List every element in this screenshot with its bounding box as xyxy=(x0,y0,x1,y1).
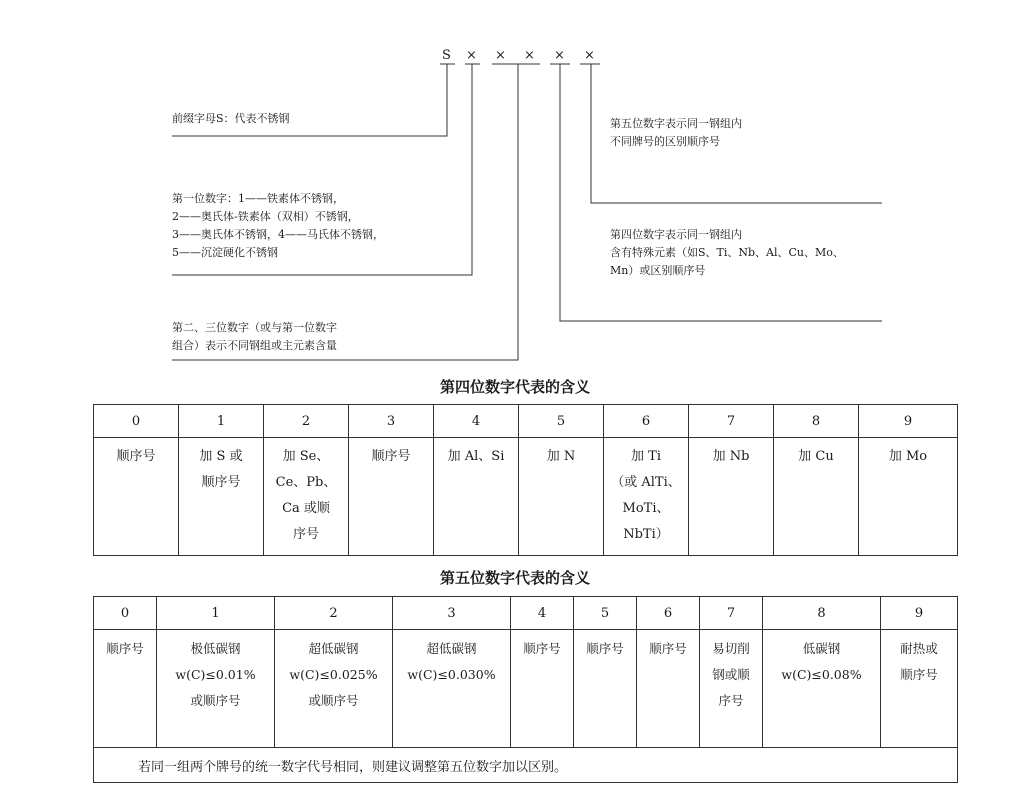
table4-cell xyxy=(179,438,264,556)
table5-cell xyxy=(700,630,763,748)
table5-cell xyxy=(763,630,881,748)
fourth-digit-table xyxy=(93,404,958,556)
table5-header: 0 xyxy=(94,597,157,630)
note-fourth-digit: 第四位数字表示同一钢组内 含有特殊元素（如S、Ti、Nb、Al、Cu、Mo、 Mn）或区别顺序号 xyxy=(610,228,844,277)
table5-header: 9 xyxy=(881,597,958,630)
code-digit-2: × xyxy=(495,48,506,63)
table4-header: 9 xyxy=(859,405,958,438)
table4-title: 第四位数字代表的含义 xyxy=(439,378,590,396)
table5-header: 4 xyxy=(511,597,574,630)
table5-cell xyxy=(881,630,958,748)
table5-cell-text: 顺序号 xyxy=(586,641,624,656)
table5-cell xyxy=(94,630,157,748)
table4-cell-text: 加 Nb xyxy=(712,449,750,464)
table4-cell-text: 加 Al、Si xyxy=(447,449,505,464)
table4-header: 7 xyxy=(689,405,774,438)
table4-cell xyxy=(604,438,689,556)
table4-cell-text: 加 Ti （或 AlTi、 MoTi、 NbTi） xyxy=(611,449,681,542)
table5-cell-text: 低碳钢 w(C)≤0.08% xyxy=(781,641,862,682)
table4-header: 4 xyxy=(434,405,519,438)
table5-header: 8 xyxy=(763,597,881,630)
table4-header: 3 xyxy=(349,405,434,438)
table4-cell xyxy=(434,438,519,556)
table4-cell xyxy=(689,438,774,556)
table5-cell-text: 顺序号 xyxy=(523,641,561,656)
code-digit-3: × xyxy=(524,48,535,63)
note-first-digit: 第一位数字：1——铁素体不锈钢， 2——奥氏体-铁素体（双相）不锈钢， 3——奥氏体不锈钢，4——马氏体不锈钢， 5——沉淀硬化不锈钢 xyxy=(172,192,384,259)
table4-cell-text: 顺序号 xyxy=(371,449,411,464)
table5-header: 5 xyxy=(574,597,637,630)
note-second-third-digit: 第二、三位数字（或与第一位数字 组合）表示不同钢组或主元素含量 xyxy=(172,321,337,352)
table5-header: 7 xyxy=(700,597,763,630)
table4-body-row xyxy=(94,438,958,556)
table4-cell-text: 加 N xyxy=(546,449,576,464)
table4-cell xyxy=(519,438,604,556)
note-prefix: 前缀字母S：代表不锈钢 xyxy=(172,112,290,125)
table4-cell xyxy=(94,438,179,556)
table5-header: 3 xyxy=(393,597,511,630)
table5-header: 6 xyxy=(637,597,700,630)
code-digit-4: × xyxy=(554,48,565,63)
code-digit-1: × xyxy=(466,48,477,63)
table4-cell xyxy=(264,438,349,556)
table5-body-row xyxy=(94,630,958,748)
table5-header: 2 xyxy=(275,597,393,630)
table5-cell xyxy=(511,630,574,748)
table4-header-row xyxy=(94,405,958,438)
table5-title: 第五位数字代表的含义 xyxy=(439,569,590,587)
table5-cell xyxy=(157,630,275,748)
table4-cell xyxy=(774,438,859,556)
table5-cell-text: 耐热或 顺序号 xyxy=(900,641,938,682)
table5-cell-text: 超低碳钢 w(C)≤0.030% xyxy=(407,641,496,682)
table4-cell-text: 加 Mo xyxy=(888,449,928,464)
fifth-digit-table xyxy=(93,596,958,783)
code-prefix-s: S xyxy=(442,48,451,63)
table4-header: 5 xyxy=(519,405,604,438)
table5-cell-text: 超低碳钢 w(C)≤0.025% 或顺序号 xyxy=(289,641,378,708)
note-fifth-digit: 第五位数字表示同一钢组内 不同牌号的区别顺序号 xyxy=(610,117,742,148)
table4-header: 2 xyxy=(264,405,349,438)
table5-cell xyxy=(393,630,511,748)
table5-header-row xyxy=(94,597,958,630)
table4-header: 6 xyxy=(604,405,689,438)
table4-header: 0 xyxy=(94,405,179,438)
table4-cell-text: 顺序号 xyxy=(116,449,156,464)
table5-cell xyxy=(637,630,700,748)
table4-cell xyxy=(859,438,958,556)
table4-header: 1 xyxy=(179,405,264,438)
table5-cell-text: 易切削 钢或顺 序号 xyxy=(712,641,750,708)
table5-cell-text: 顺序号 xyxy=(106,641,144,656)
table4-cell xyxy=(349,438,434,556)
table5-footnote: 若同一组两个牌号的统一数字代号相同，则建议调整第五位数字加以区别。 xyxy=(94,748,958,783)
code-digit-5: × xyxy=(584,48,595,63)
code-connector-lines xyxy=(0,0,1030,370)
table5-cell xyxy=(574,630,637,748)
table4-cell-text: 加 Cu xyxy=(798,449,834,464)
table5-cell-text: 顺序号 xyxy=(649,641,687,656)
table5-cell xyxy=(275,630,393,748)
table4-header: 8 xyxy=(774,405,859,438)
table4-cell-text: 加 Se、 Ce、Pb、 Ca 或顺 序号 xyxy=(275,449,337,542)
table5-cell-text: 极低碳钢 w(C)≤0.01% 或顺序号 xyxy=(175,641,256,708)
table5-footnote-row xyxy=(94,748,958,783)
table4-cell-text: 加 S 或 顺序号 xyxy=(199,449,243,490)
table5-header: 1 xyxy=(157,597,275,630)
